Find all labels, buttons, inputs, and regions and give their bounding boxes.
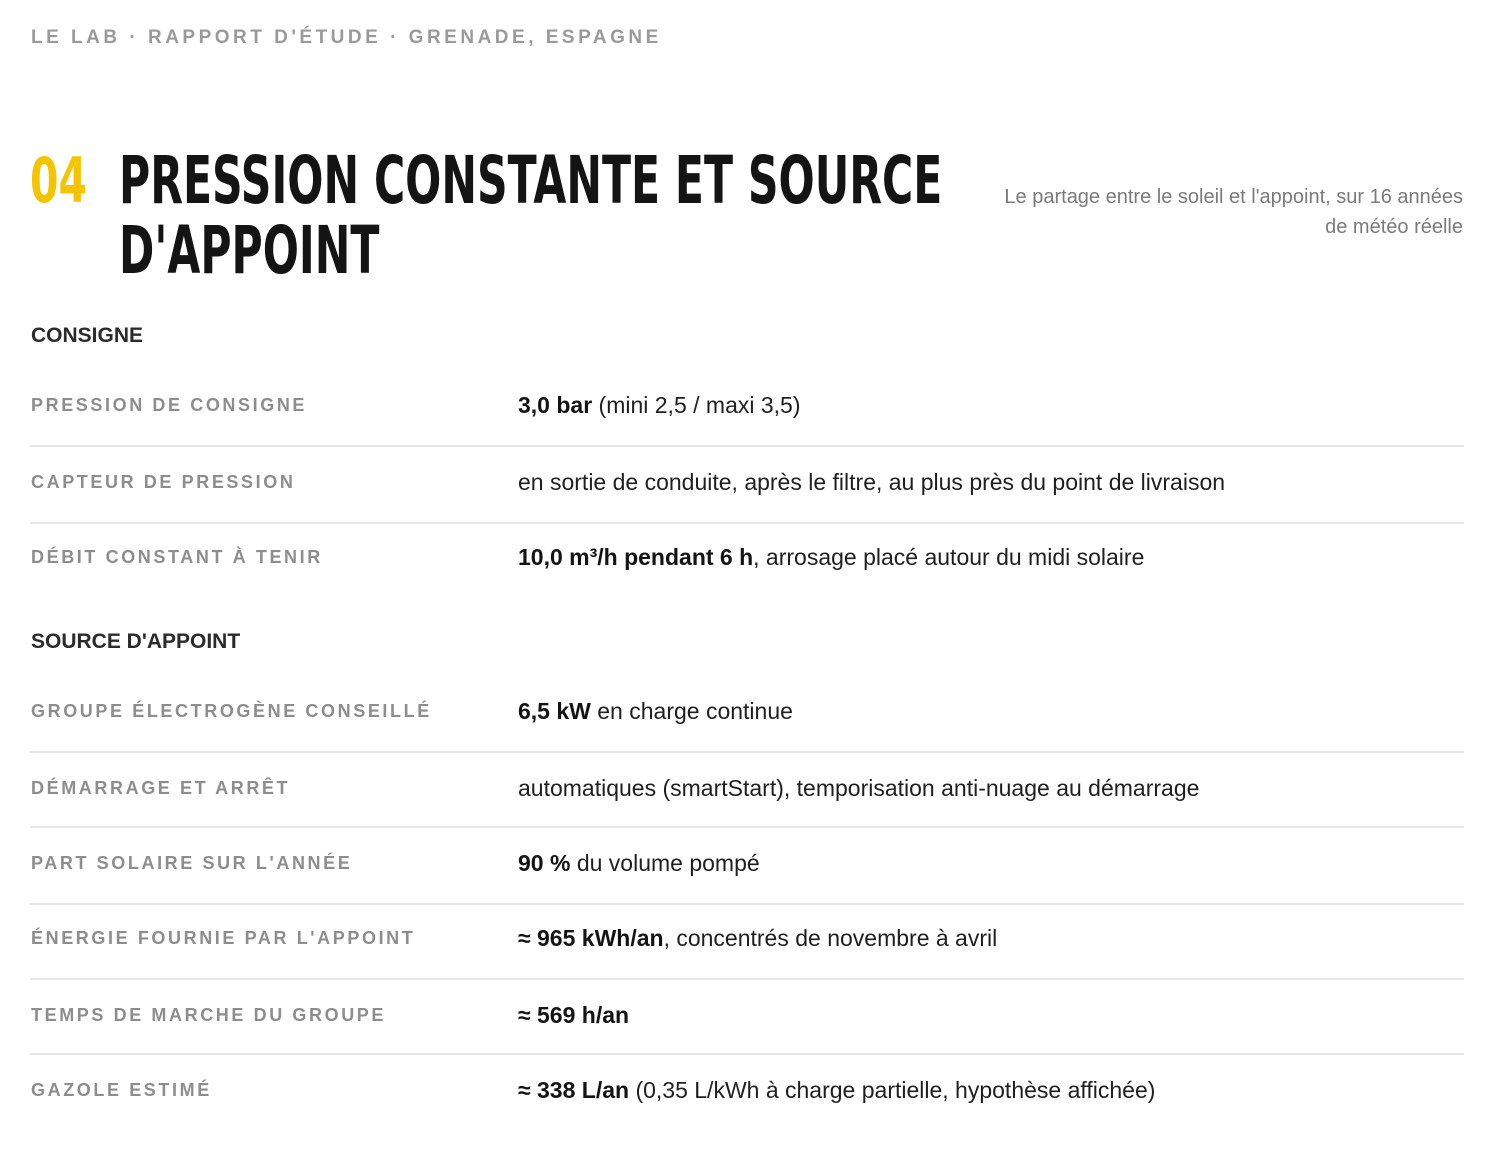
spec-row — [30, 544, 1464, 587]
spec-value — [518, 1002, 629, 1029]
spec-value — [518, 392, 801, 419]
spec-value — [518, 775, 1199, 802]
spec-value-strong: ≈ 338 L/an — [518, 1077, 630, 1103]
spec-value-strong: ≈ 569 h/an — [518, 1002, 630, 1028]
spec-value — [518, 925, 997, 952]
spec-key: PART SOLAIRE SUR L'ANNÉE — [31, 853, 353, 873]
spec-value — [518, 698, 793, 725]
spec-value-strong: ≈ 965 kWh/an — [518, 925, 664, 951]
section-number: 04 — [30, 144, 87, 217]
spec-row — [30, 1002, 1464, 1055]
spec-value-text: (mini 2,5 / maxi 3,5) — [592, 392, 801, 418]
spec-value-text: , arrosage placé autour du midi solaire — [753, 544, 1145, 570]
spec-value-text: (0,35 L/kWh à charge partielle, hypothèse affichée) — [629, 1077, 1156, 1103]
spec-value — [518, 1077, 1155, 1104]
spec-row — [30, 1077, 1464, 1120]
spec-row — [30, 392, 1464, 447]
spec-key: DÉBIT CONSTANT À TENIR — [31, 547, 323, 567]
spec-value-strong: 6,5 kW — [518, 698, 591, 724]
spec-value-text: en charge continue — [590, 698, 793, 724]
spec-value — [518, 469, 1225, 496]
spec-value — [518, 850, 760, 877]
spec-value-text: en sortie de conduite, après le filtre, au plus près du point de livraison — [518, 469, 1226, 495]
spec-value — [518, 544, 1144, 571]
page-subtitle: Le partage entre le soleil et l'appoint, sur 16 années de météo réelle — [1004, 186, 1463, 238]
spec-key: ÉNERGIE FOURNIE PAR L'APPOINT — [31, 928, 416, 948]
spec-row — [30, 850, 1464, 905]
spec-value-strong: 10,0 m³/h pendant 6 h — [518, 544, 754, 570]
spec-value-text: automatiques (smartStart), temporisation anti-nuage au démarrage — [518, 775, 1200, 801]
spec-value-text: , concentrés de novembre à avril — [663, 925, 998, 951]
spec-value-strong: 90 % — [518, 850, 571, 876]
breadcrumb: LE LAB · RAPPORT D'ÉTUDE · GRENADE, ESPAGNE — [31, 27, 662, 48]
spec-key: DÉMARRAGE ET ARRÊT — [31, 778, 291, 798]
group-label-source-appoint: SOURCE D'APPOINT — [31, 630, 241, 653]
spec-key: GROUPE ÉLECTROGÈNE CONSEILLÉ — [31, 701, 432, 721]
page-title-line-2: D'APPOINT — [119, 212, 380, 289]
group-label-consigne: CONSIGNE — [31, 324, 144, 347]
spec-row — [30, 698, 1464, 753]
page-title — [119, 142, 943, 289]
page-title-line-1: PRESSION CONSTANTE ET SOURCE — [119, 142, 943, 219]
spec-row — [30, 775, 1464, 828]
spec-key: CAPTEUR DE PRESSION — [31, 472, 296, 492]
spec-row — [30, 469, 1464, 524]
spec-key: PRESSION DE CONSIGNE — [31, 395, 308, 415]
spec-key: TEMPS DE MARCHE DU GROUPE — [31, 1005, 387, 1025]
spec-key: GAZOLE ESTIMÉ — [31, 1080, 212, 1100]
spec-value-text: du volume pompé — [570, 850, 760, 876]
spec-row — [30, 925, 1464, 980]
spec-value-strong: 3,0 bar — [518, 392, 593, 418]
